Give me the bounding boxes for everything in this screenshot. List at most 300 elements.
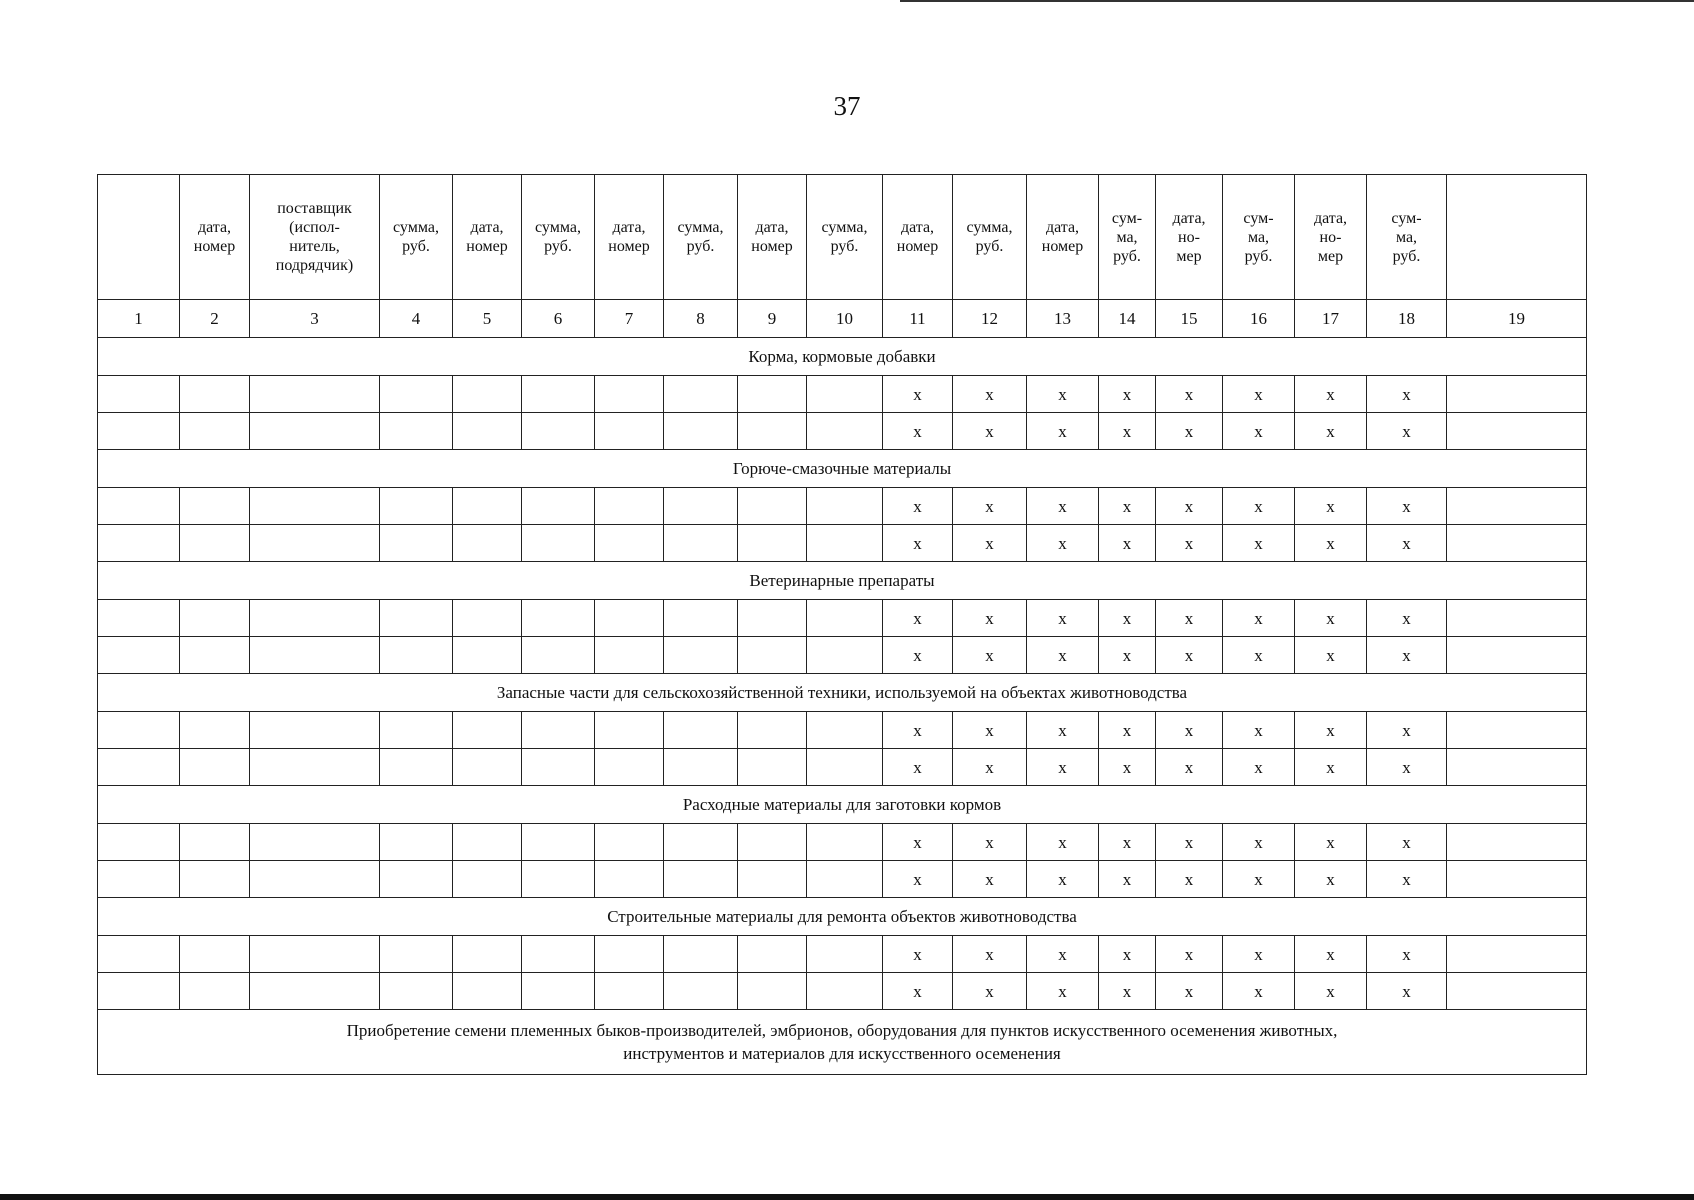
mark-cell: x (1027, 413, 1099, 450)
section-title: Запасные части для сельскохозяйственной техники, используемой на объектах животноводства (496, 683, 1188, 702)
table-row (98, 600, 1587, 637)
mark-cell: x (953, 861, 1027, 898)
mark-cell: x (1099, 861, 1156, 898)
empty-cell (180, 600, 250, 637)
mark-cell: x (953, 376, 1027, 413)
report-table (97, 174, 1587, 1075)
mark-cell: x (1295, 749, 1367, 786)
empty-cell (807, 376, 883, 413)
section-row (98, 338, 1587, 376)
empty-cell (738, 413, 807, 450)
empty-cell (1447, 712, 1587, 749)
header-text: руб. (686, 238, 715, 255)
mark-cell: x (1367, 749, 1447, 786)
column-number-cell: 14 (1099, 300, 1156, 338)
header-text: сумма, (677, 219, 724, 236)
empty-cell (664, 973, 738, 1010)
section-row (98, 1010, 1587, 1075)
empty-cell (250, 376, 380, 413)
empty-cell (180, 637, 250, 674)
scan-top-edge (900, 0, 1694, 2)
mark-cell: x (1027, 637, 1099, 674)
empty-cell (453, 525, 522, 562)
empty-cell (380, 936, 453, 973)
mark-cell: x (1367, 637, 1447, 674)
section-title-cell (98, 450, 1587, 488)
mark-cell: x (953, 525, 1027, 562)
header-text: сумма, (821, 219, 868, 236)
column-number-cell: 1 (98, 300, 180, 338)
mark-cell: x (1367, 824, 1447, 861)
column-number-cell: 10 (807, 300, 883, 338)
header-cell (380, 175, 453, 300)
empty-cell (98, 712, 180, 749)
mark-cell: x (1223, 861, 1295, 898)
header-text: нитель, (289, 238, 340, 255)
section-title: Строительные материалы для ремонта объектов животноводства (607, 907, 1077, 926)
mark-cell: x (1223, 376, 1295, 413)
empty-cell (98, 637, 180, 674)
header-cell (1447, 175, 1587, 300)
mark-cell: x (953, 712, 1027, 749)
mark-cell: x (1099, 413, 1156, 450)
empty-cell (1447, 861, 1587, 898)
mark-cell: x (1223, 824, 1295, 861)
empty-cell (180, 525, 250, 562)
mark-cell: x (953, 973, 1027, 1010)
table-row (98, 376, 1587, 413)
header-cell (1295, 175, 1367, 300)
empty-cell (380, 600, 453, 637)
mark-cell: x (1099, 637, 1156, 674)
empty-cell (250, 861, 380, 898)
mark-cell: x (1156, 973, 1223, 1010)
empty-cell (522, 824, 595, 861)
section-title-cell (98, 898, 1587, 936)
mark-cell: x (1367, 936, 1447, 973)
header-text: номер (751, 238, 793, 255)
column-number-cell: 6 (522, 300, 595, 338)
empty-cell (1447, 488, 1587, 525)
empty-cell (595, 973, 664, 1010)
header-text: (испол- (289, 219, 340, 236)
mark-cell: x (1027, 749, 1099, 786)
empty-cell (250, 712, 380, 749)
header-text: сумма, (535, 219, 581, 236)
mark-cell: x (1367, 376, 1447, 413)
empty-cell (1447, 637, 1587, 674)
section-title: Расходные материалы для заготовки кормов (682, 795, 1002, 814)
empty-cell (380, 712, 453, 749)
empty-cell (380, 376, 453, 413)
header-text: сум- (1111, 209, 1143, 227)
empty-cell (738, 525, 807, 562)
mark-cell: x (1295, 413, 1367, 450)
header-cell (98, 175, 180, 300)
table-row (98, 749, 1587, 786)
empty-cell (664, 861, 738, 898)
column-number-cell: 17 (1295, 300, 1367, 338)
header-text: поставщик (277, 200, 352, 217)
empty-cell (664, 712, 738, 749)
header-cell (180, 175, 250, 300)
empty-cell (250, 637, 380, 674)
mark-cell: x (1156, 936, 1223, 973)
table-row (98, 525, 1587, 562)
mark-cell: x (953, 413, 1027, 450)
mark-cell: x (1156, 600, 1223, 637)
empty-cell (807, 600, 883, 637)
empty-cell (1447, 749, 1587, 786)
page-number: 37 (833, 91, 861, 121)
empty-cell (664, 413, 738, 450)
empty-cell (807, 973, 883, 1010)
empty-cell (453, 488, 522, 525)
mark-cell: x (1223, 936, 1295, 973)
column-number-cell: 13 (1027, 300, 1099, 338)
empty-cell (595, 749, 664, 786)
mark-cell: x (1223, 525, 1295, 562)
mark-cell: x (953, 637, 1027, 674)
mark-cell: x (1223, 413, 1295, 450)
header-cell (1223, 175, 1295, 300)
empty-cell (453, 637, 522, 674)
empty-cell (453, 861, 522, 898)
empty-cell (98, 600, 180, 637)
empty-cell (98, 861, 180, 898)
mark-cell: x (1223, 637, 1295, 674)
empty-cell (664, 525, 738, 562)
empty-cell (180, 749, 250, 786)
header-text: дата, (470, 219, 504, 236)
column-number-cell: 8 (664, 300, 738, 338)
empty-cell (453, 413, 522, 450)
empty-cell (595, 712, 664, 749)
mark-cell: x (1223, 488, 1295, 525)
header-text: дата, (755, 219, 789, 236)
section-title: инструментов и материалов для искусственного осеменения (623, 1044, 1061, 1063)
section-row (98, 898, 1587, 936)
header-text: руб. (1244, 247, 1273, 265)
header-text: сум- (1391, 209, 1422, 227)
table-row (98, 637, 1587, 674)
empty-cell (250, 525, 380, 562)
empty-cell (522, 488, 595, 525)
header-cell (1367, 175, 1447, 300)
header-cell (738, 175, 807, 300)
mark-cell: x (1295, 861, 1367, 898)
empty-cell (807, 712, 883, 749)
empty-cell (522, 376, 595, 413)
mark-cell: x (1027, 600, 1099, 637)
header-text: номер (466, 238, 508, 255)
mark-cell: x (1099, 749, 1156, 786)
column-number-cell: 12 (953, 300, 1027, 338)
mark-cell: x (883, 861, 953, 898)
empty-cell (595, 525, 664, 562)
column-number-cell: 19 (1447, 300, 1587, 338)
empty-cell (180, 488, 250, 525)
empty-cell (738, 973, 807, 1010)
empty-cell (453, 824, 522, 861)
header-cell (250, 175, 380, 300)
header-text: ма, (1395, 228, 1418, 246)
column-number-cell: 15 (1156, 300, 1223, 338)
header-text: дата, (612, 219, 646, 236)
empty-cell (180, 376, 250, 413)
mark-cell: x (1295, 525, 1367, 562)
empty-cell (595, 413, 664, 450)
mark-cell: x (1027, 712, 1099, 749)
empty-cell (180, 973, 250, 1010)
empty-cell (807, 525, 883, 562)
mark-cell: x (883, 413, 953, 450)
empty-cell (98, 824, 180, 861)
header-cell (1099, 175, 1156, 300)
mark-cell: x (1027, 488, 1099, 525)
empty-cell (738, 712, 807, 749)
header-cell (595, 175, 664, 300)
mark-cell: x (1295, 712, 1367, 749)
table-row (98, 861, 1587, 898)
empty-cell (250, 488, 380, 525)
empty-cell (522, 749, 595, 786)
empty-cell (807, 749, 883, 786)
header-text: сумма, (966, 219, 1013, 236)
header-text: руб. (402, 238, 430, 255)
section-title: Приобретение семени племенных быков-производителей, эмбрионов, оборудования для пунктов искусственного осеменения животных, (346, 1021, 1338, 1040)
empty-cell (453, 600, 522, 637)
empty-cell (664, 637, 738, 674)
header-text: руб. (975, 238, 1004, 255)
mark-cell: x (1295, 600, 1367, 637)
empty-cell (664, 488, 738, 525)
header-cell (664, 175, 738, 300)
mark-cell: x (1156, 749, 1223, 786)
mark-cell: x (1099, 488, 1156, 525)
header-text: подрядчик) (275, 257, 354, 274)
column-number-cell: 4 (380, 300, 453, 338)
mark-cell: x (1099, 936, 1156, 973)
header-text: ма, (1247, 228, 1270, 246)
column-number-cell: 18 (1367, 300, 1447, 338)
empty-cell (522, 600, 595, 637)
empty-cell (180, 413, 250, 450)
mark-cell: x (953, 488, 1027, 525)
mark-cell: x (1367, 712, 1447, 749)
empty-cell (522, 413, 595, 450)
mark-cell: x (883, 973, 953, 1010)
header-text: номер (1041, 238, 1084, 255)
table-row (98, 413, 1587, 450)
mark-cell: x (1295, 824, 1367, 861)
header-cell (522, 175, 595, 300)
empty-cell (250, 749, 380, 786)
header-text: руб. (544, 238, 572, 255)
column-number-cell: 11 (883, 300, 953, 338)
empty-cell (98, 749, 180, 786)
mark-cell: x (1156, 376, 1223, 413)
mark-cell: x (1027, 861, 1099, 898)
mark-cell: x (883, 488, 953, 525)
mark-cell: x (1223, 712, 1295, 749)
empty-cell (380, 824, 453, 861)
header-text: дата, (197, 219, 232, 236)
empty-cell (522, 637, 595, 674)
empty-cell (453, 376, 522, 413)
empty-cell (380, 525, 453, 562)
empty-cell (1447, 824, 1587, 861)
mark-cell: x (1156, 488, 1223, 525)
empty-cell (522, 712, 595, 749)
section-title: Горюче-смазочные материалы (732, 459, 952, 478)
empty-cell (664, 376, 738, 413)
empty-cell (522, 973, 595, 1010)
empty-cell (807, 488, 883, 525)
empty-cell (180, 861, 250, 898)
empty-cell (453, 936, 522, 973)
empty-cell (738, 600, 807, 637)
empty-cell (98, 413, 180, 450)
empty-cell (522, 525, 595, 562)
empty-cell (250, 973, 380, 1010)
empty-cell (738, 749, 807, 786)
empty-cell (250, 413, 380, 450)
empty-cell (453, 749, 522, 786)
empty-cell (595, 824, 664, 861)
header-cell (1027, 175, 1099, 300)
mark-cell: x (1027, 525, 1099, 562)
empty-cell (1447, 413, 1587, 450)
section-row (98, 674, 1587, 712)
header-text: руб. (1392, 247, 1421, 265)
empty-cell (250, 824, 380, 861)
empty-cell (595, 936, 664, 973)
mark-cell: x (953, 600, 1027, 637)
mark-cell: x (1099, 712, 1156, 749)
empty-cell (98, 488, 180, 525)
empty-cell (807, 861, 883, 898)
header-text: дата, (900, 219, 935, 236)
mark-cell: x (1027, 973, 1099, 1010)
empty-cell (250, 600, 380, 637)
section-title-cell (98, 338, 1587, 376)
mark-cell: x (1027, 936, 1099, 973)
header-text: но- (1178, 228, 1200, 246)
mark-cell: x (883, 376, 953, 413)
header-text: руб. (830, 238, 859, 255)
mark-cell: x (1099, 600, 1156, 637)
empty-cell (595, 637, 664, 674)
empty-cell (250, 936, 380, 973)
mark-cell: x (1367, 488, 1447, 525)
mark-cell: x (1223, 600, 1295, 637)
section-title: Ветеринарные препараты (749, 571, 935, 590)
header-text: мер (1176, 247, 1202, 265)
section-row (98, 450, 1587, 488)
mark-cell: x (1156, 861, 1223, 898)
mark-cell: x (1027, 824, 1099, 861)
empty-cell (180, 712, 250, 749)
mark-cell: x (1156, 525, 1223, 562)
mark-cell: x (883, 637, 953, 674)
empty-cell (1447, 936, 1587, 973)
mark-cell: x (1223, 973, 1295, 1010)
section-row (98, 562, 1587, 600)
mark-cell: x (1156, 637, 1223, 674)
empty-cell (1447, 376, 1587, 413)
empty-cell (664, 600, 738, 637)
scan-bottom-edge (0, 1194, 1694, 1200)
empty-cell (1447, 525, 1587, 562)
header-row (98, 175, 1587, 300)
mark-cell: x (1295, 376, 1367, 413)
column-number-cell: 16 (1223, 300, 1295, 338)
mark-cell: x (1367, 973, 1447, 1010)
empty-cell (180, 936, 250, 973)
mark-cell: x (1295, 973, 1367, 1010)
header-text: номер (608, 238, 650, 255)
header-cell (807, 175, 883, 300)
section-row (98, 786, 1587, 824)
table-row (98, 488, 1587, 525)
table-row (98, 824, 1587, 861)
section-title-cell (98, 1010, 1587, 1075)
empty-cell (380, 973, 453, 1010)
header-cell (953, 175, 1027, 300)
header-text: номер (193, 238, 236, 255)
empty-cell (380, 488, 453, 525)
header-text: номер (896, 238, 939, 255)
empty-cell (738, 637, 807, 674)
mark-cell: x (883, 525, 953, 562)
empty-cell (380, 861, 453, 898)
column-number-cell: 2 (180, 300, 250, 338)
empty-cell (522, 861, 595, 898)
column-number-cell: 9 (738, 300, 807, 338)
mark-cell: x (1156, 712, 1223, 749)
table-row (98, 936, 1587, 973)
mark-cell: x (1099, 376, 1156, 413)
header-cell (1156, 175, 1223, 300)
header-text: руб. (1113, 247, 1141, 265)
mark-cell: x (953, 936, 1027, 973)
mark-cell: x (1027, 376, 1099, 413)
empty-cell (1447, 600, 1587, 637)
mark-cell: x (1156, 413, 1223, 450)
empty-cell (1447, 973, 1587, 1010)
mark-cell: x (883, 600, 953, 637)
empty-cell (738, 376, 807, 413)
header-text: дата, (1172, 209, 1206, 227)
empty-cell (98, 936, 180, 973)
empty-cell (98, 376, 180, 413)
mark-cell: x (1295, 637, 1367, 674)
empty-cell (738, 824, 807, 861)
mark-cell: x (883, 749, 953, 786)
mark-cell: x (1367, 861, 1447, 898)
empty-cell (738, 936, 807, 973)
header-cell (453, 175, 522, 300)
empty-cell (180, 824, 250, 861)
empty-cell (380, 637, 453, 674)
mark-cell: x (1295, 488, 1367, 525)
empty-cell (807, 936, 883, 973)
empty-cell (738, 488, 807, 525)
empty-cell (380, 413, 453, 450)
mark-cell: x (883, 936, 953, 973)
empty-cell (807, 824, 883, 861)
